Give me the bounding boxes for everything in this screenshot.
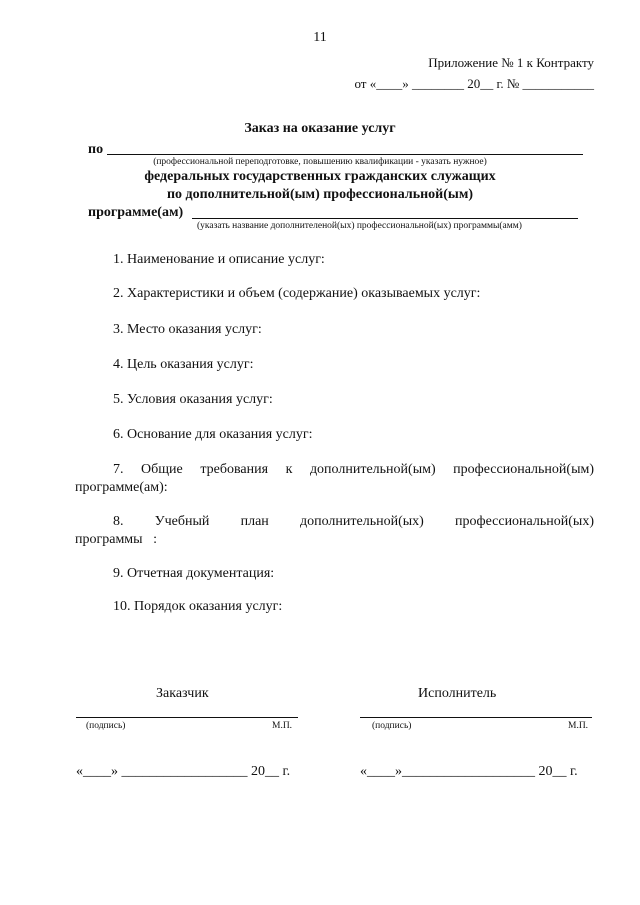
item-7-line2: программе(ам):	[75, 480, 168, 495]
appendix-label: Приложение № 1 к Контракту	[428, 55, 594, 70]
customer-date: «____» __________________ 20__ г.	[76, 764, 291, 779]
item-7-word: к	[285, 462, 293, 477]
item-8-line2: программы :	[75, 532, 157, 547]
item-10: 10. Порядок оказания услуг:	[113, 599, 283, 614]
document-title: Заказ на оказание услуг	[244, 121, 396, 136]
item-4: 4. Цель оказания услуг:	[113, 357, 254, 372]
customer-signature-label: (подпись)	[86, 721, 126, 731]
item-8-line1	[113, 514, 594, 530]
subtitle-line1: федеральных государственных гражданских служащих	[144, 169, 496, 184]
po-label: по	[88, 142, 104, 157]
item-7-line1	[113, 462, 594, 478]
contract-reference: от «____» ________ 20__ г. № ___________	[354, 76, 594, 91]
page-number: 11	[313, 30, 327, 45]
item-7-word: дополнительной(ым)	[309, 462, 436, 477]
hint-program-name: (указать название дополнителеной(ых) профессиональной(ых) программы(амм)	[197, 221, 522, 231]
item-8-word: 8.	[113, 514, 124, 529]
program-label: программе(ам)	[88, 205, 184, 220]
item-8-word: план	[240, 514, 269, 529]
executor-label: Исполнитель	[418, 686, 497, 701]
item-7-word: 7.	[113, 462, 124, 477]
item-7-word: профессиональной(ым)	[453, 462, 594, 477]
hint-training-type: (профессиональной переподготовке, повышению квалификации - указать нужное)	[153, 157, 487, 167]
item-6: 6. Основание для оказания услуг:	[113, 427, 313, 442]
executor-signature-line	[360, 717, 592, 718]
po-underline	[107, 154, 583, 155]
executor-stamp-label: М.П.	[568, 721, 589, 731]
executor-signature-label: (подпись)	[372, 721, 412, 731]
item-9: 9. Отчетная документация:	[113, 566, 275, 581]
item-7-word: Общие	[141, 462, 183, 477]
subtitle-line2: по дополнительной(ым) профессиональной(ым)	[166, 187, 474, 202]
customer-signature-line	[76, 717, 298, 718]
customer-label: Заказчик	[156, 686, 209, 701]
executor-date: «____»___________________ 20__ г.	[360, 764, 578, 779]
customer-stamp-label: М.П.	[272, 721, 293, 731]
item-1: 1. Наименование и описание услуг:	[113, 252, 325, 267]
item-5: 5. Условия оказания услуг:	[113, 392, 273, 407]
item-8-word: профессиональной(ых)	[455, 514, 594, 529]
item-8-word: дополнительной(ых)	[299, 514, 424, 529]
item-2: 2. Характеристики и объем (содержание) оказываемых услуг:	[113, 286, 481, 301]
item-7-word: требования	[200, 462, 269, 477]
item-3: 3. Место оказания услуг:	[113, 322, 262, 337]
item-8-word: Учебный	[154, 514, 210, 529]
program-underline	[192, 218, 578, 219]
